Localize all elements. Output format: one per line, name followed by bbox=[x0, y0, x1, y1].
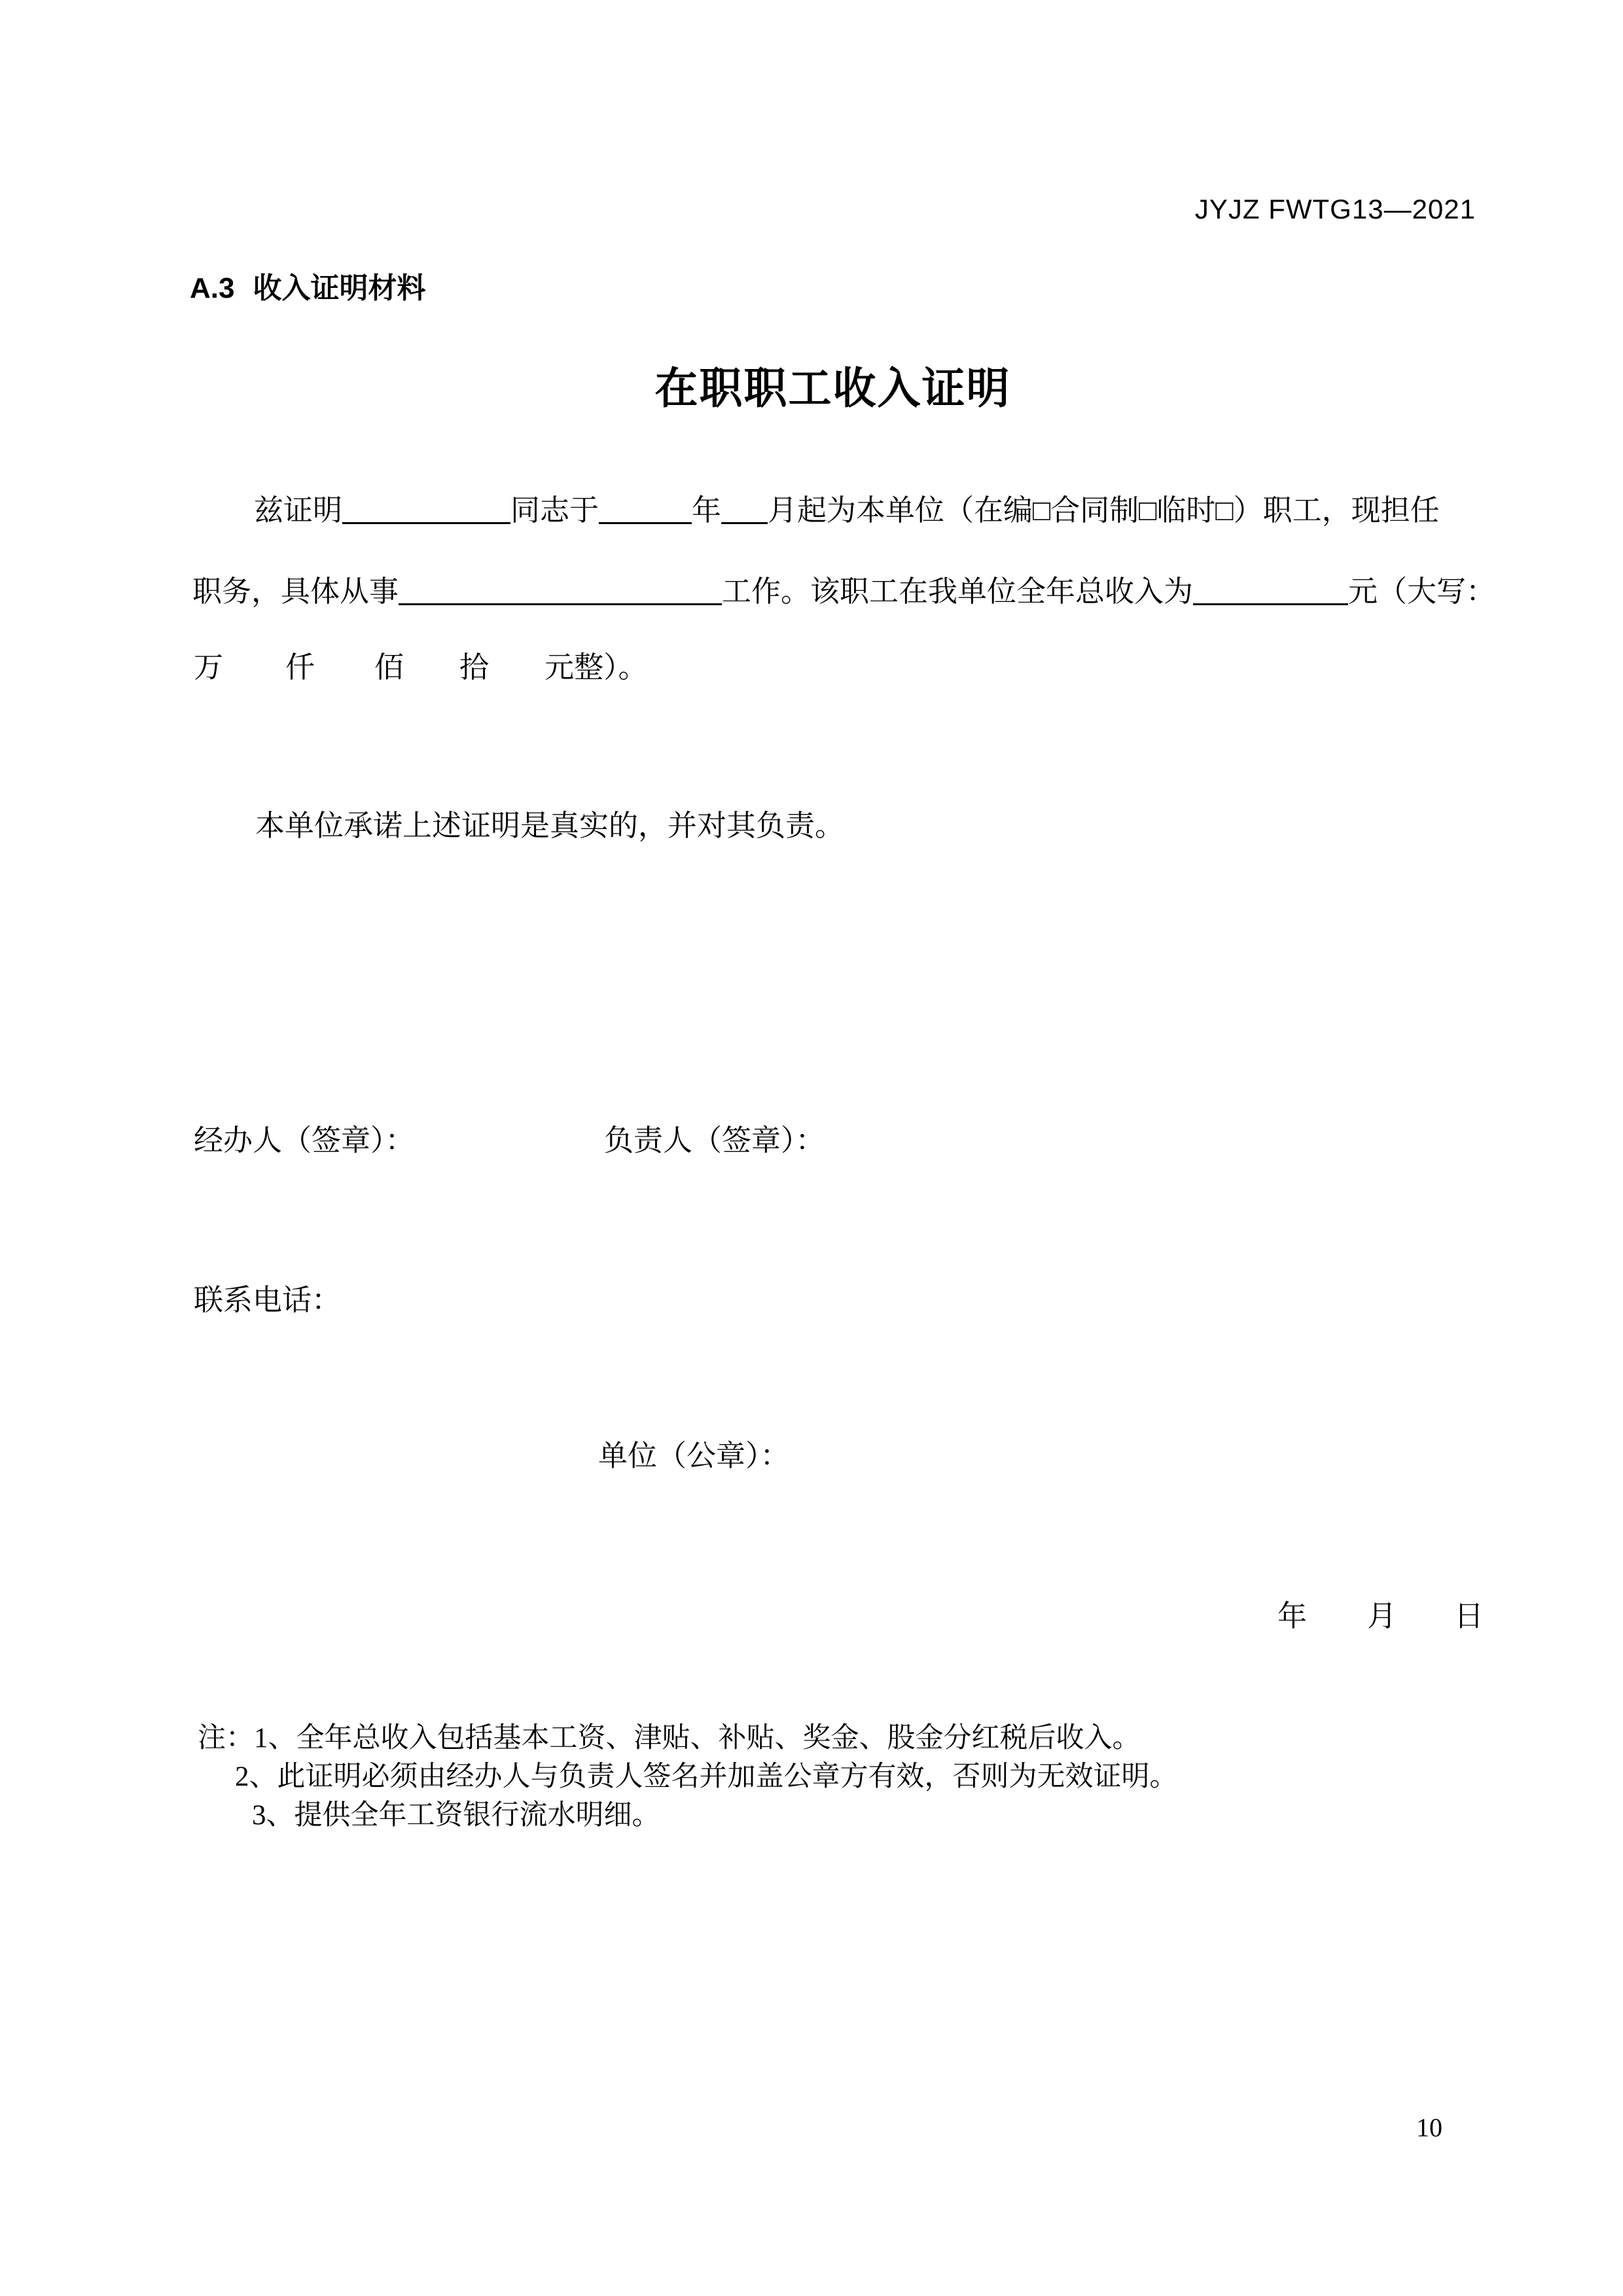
certify-line-2 bbox=[192, 574, 1495, 607]
shi-unit: 拾 bbox=[459, 651, 490, 684]
qian-unit: 仟 bbox=[285, 651, 315, 684]
annual-income-blank bbox=[1193, 574, 1348, 605]
commitment-line bbox=[190, 811, 844, 841]
year-blank bbox=[599, 493, 692, 524]
certify-rest-text: 月起为本单位（在编□合同制□临时□）职工，现担任 bbox=[768, 494, 1440, 527]
contact-phone-label: 联系电话： bbox=[194, 1284, 342, 1316]
employee-name-blank bbox=[342, 493, 510, 524]
note-3: 3、提供全年工资银行流水明细。 bbox=[252, 1800, 660, 1831]
certify-lead-text: 兹证明 bbox=[254, 494, 343, 527]
date-year-label: 年 bbox=[1277, 1600, 1308, 1633]
bai-unit: 佰 bbox=[374, 651, 404, 684]
supervisor-signature-label: 负责人（签章）： bbox=[604, 1124, 825, 1157]
income-mid-text: 工作。该职工在我单位全年总收入为 bbox=[722, 575, 1194, 608]
yuan-tail-text: 元整）。 bbox=[544, 651, 648, 684]
note-1: 注：1、全年总收入包括基本工资、津贴、补贴、奖金、股金分红税后收入。 bbox=[198, 1723, 1141, 1754]
date-line bbox=[1277, 1602, 1484, 1631]
job-description-blank bbox=[399, 574, 722, 605]
commitment-text: 本单位承诺上述证明是真实的，并对其负责。 bbox=[255, 809, 845, 842]
amount-in-words-line bbox=[194, 653, 648, 682]
wan-unit: 万 bbox=[194, 651, 224, 684]
note-2: 2、此证明必须由经办人与负责人签名并加盖公章方有效，否则为无效证明。 bbox=[235, 1761, 1178, 1792]
after-name-text: 同志于 bbox=[510, 494, 599, 527]
section-number: A.3 bbox=[190, 272, 235, 304]
section-heading bbox=[190, 264, 425, 306]
income-tail-text: 元（大写： bbox=[1348, 575, 1496, 608]
unit-seal-label: 单位（公章）： bbox=[598, 1439, 790, 1472]
month-blank bbox=[721, 493, 768, 524]
year-unit-text: 年 bbox=[692, 494, 722, 527]
certify-line-1 bbox=[190, 493, 1440, 525]
position-lead-text: 职务，具体从事 bbox=[192, 575, 399, 608]
document-title: 在职职工收入证明 bbox=[654, 365, 1011, 413]
handler-signature-label: 经办人（签章）： bbox=[194, 1124, 415, 1157]
document-code: JYJZ FWTG13—2021 bbox=[1194, 194, 1476, 224]
date-day-label: 日 bbox=[1454, 1600, 1484, 1633]
section-title: 收入证明材料 bbox=[253, 272, 426, 304]
date-month-label: 月 bbox=[1367, 1600, 1397, 1633]
page-number: 10 bbox=[1416, 2113, 1442, 2142]
